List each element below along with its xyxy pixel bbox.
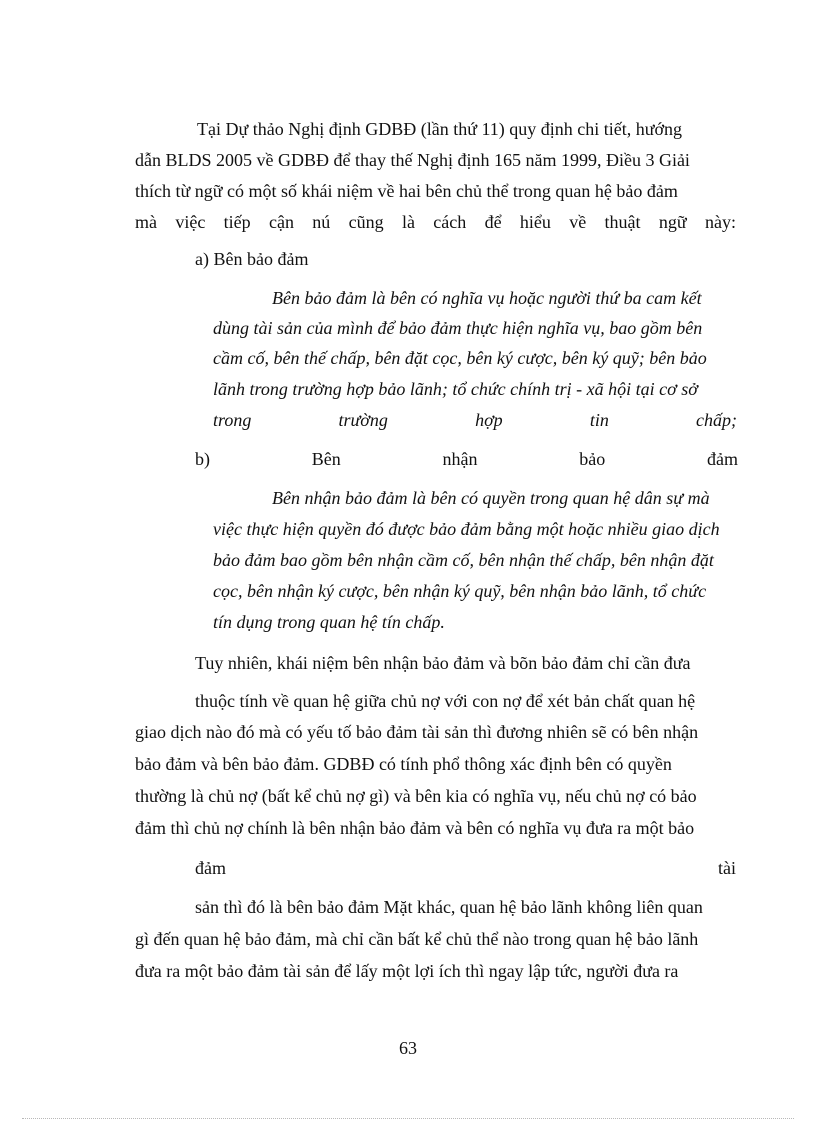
word: việc: [175, 212, 206, 232]
word: tài: [718, 858, 736, 878]
paragraph-line-justified: [195, 856, 736, 880]
quote-line: Bên bảo đảm là bên có nghĩa vụ hoặc người thứ ba cam kết: [272, 288, 702, 308]
word: nhận: [442, 449, 478, 469]
page-number: 63: [399, 1038, 417, 1058]
word: bảo: [579, 449, 606, 469]
word: thuật: [604, 212, 641, 232]
paragraph-line: gì đến quan hệ bảo đảm, mà chỉ cần bất kể chủ thể nào trong quan hệ bảo lãnh: [135, 929, 699, 949]
paragraph-line: Tuy nhiên, khái niệm bên nhận bảo đảm và bõn bảo đảm chỉ cần đưa: [195, 653, 691, 673]
word: mà: [135, 212, 157, 232]
quote-line: Bên nhận bảo đảm là bên có quyền trong quan hệ dân sự mà: [272, 488, 710, 508]
quote-line: cọc, bên nhận ký cược, bên nhận ký quỹ, bên nhận bảo lãnh, tổ chức: [213, 581, 707, 601]
word: trong: [213, 410, 252, 430]
quote-line: cầm cố, bên thế chấp, bên đặt cọc, bên ký cược, bên ký quỹ; bên bảo: [213, 348, 707, 368]
word: về: [569, 212, 587, 232]
paragraph-line: đưa ra một bảo đảm tài sản để lấy một lợi ích thì ngay lập tức, người đưa ra: [135, 961, 679, 981]
word: tiếp: [223, 212, 251, 232]
page-bottom-border: [22, 1118, 794, 1119]
item-a-heading: a) Bên bảo đảm: [195, 249, 309, 269]
word: nú: [312, 212, 331, 232]
word: cách: [433, 212, 467, 232]
paragraph-line: Tại Dự thảo Nghị định GDBĐ (lần thứ 11) quy định chi tiết, hướng: [197, 119, 683, 139]
word: cũng: [348, 212, 384, 232]
quote-line: việc thực hiện quyền đó được bảo đảm bằng một hoặc nhiều giao dịch: [213, 519, 720, 539]
quote-line: dùng tài sản của mình để bảo đảm thực hiện nghĩa vụ, bao gồm bên: [213, 318, 703, 338]
quote-line: bảo đảm bao gồm bên nhận cầm cố, bên nhận thế chấp, bên nhận đặt: [213, 550, 714, 570]
paragraph-line: đảm thì chủ nợ chính là bên nhận bảo đảm và bên có nghĩa vụ đưa ra một bảo: [135, 818, 695, 838]
paragraph-line: dẫn BLDS 2005 về GDBĐ để thay thế Nghị định 165 năm 1999, Điều 3 Giải: [135, 150, 690, 170]
word: trường: [338, 410, 388, 430]
word: là: [401, 212, 415, 232]
item-b-heading: [195, 447, 738, 471]
paragraph-line: giao dịch nào đó mà có yếu tố bảo đảm tài sản thì đương nhiên sẽ có bên nhận: [135, 722, 699, 742]
paragraph-line-justified: [135, 210, 736, 234]
word: đảm: [195, 858, 226, 878]
word: chấp;: [695, 410, 737, 430]
quote-line: tín dụng trong quan hệ tín chấp.: [213, 612, 445, 632]
word: đảm: [707, 449, 738, 469]
word: cận: [268, 212, 294, 232]
word: tin: [589, 410, 609, 430]
quote-line-justified: [213, 408, 737, 432]
word: Bên: [311, 449, 341, 469]
paragraph-line: thuộc tính về quan hệ giữa chủ nợ với con nợ để xét bản chất quan hệ: [195, 691, 696, 711]
paragraph-line: thích từ ngữ có một số khái niệm về hai bên chủ thể trong quan hệ bảo đảm: [135, 181, 678, 201]
paragraph-line: bảo đảm và bên bảo đảm. GDBĐ có tính phổ thông xác định bên có quyền: [135, 754, 672, 774]
paragraph-line: sản thì đó là bên bảo đảm Mặt khác, quan hệ bảo lãnh không liên quan: [195, 897, 703, 917]
word: ngữ: [658, 212, 687, 232]
word: b): [195, 449, 210, 469]
quote-line: lãnh trong trường hợp bảo lãnh; tổ chức chính trị - xã hội tại cơ sở: [213, 379, 698, 399]
word: hiểu: [519, 212, 551, 232]
word: này:: [704, 212, 736, 232]
word: để: [484, 212, 502, 232]
paragraph-line: thường là chủ nợ (bất kể chủ nợ gì) và bên kia có nghĩa vụ, nếu chủ nợ có bảo: [135, 786, 697, 806]
word: hợp: [475, 410, 503, 430]
